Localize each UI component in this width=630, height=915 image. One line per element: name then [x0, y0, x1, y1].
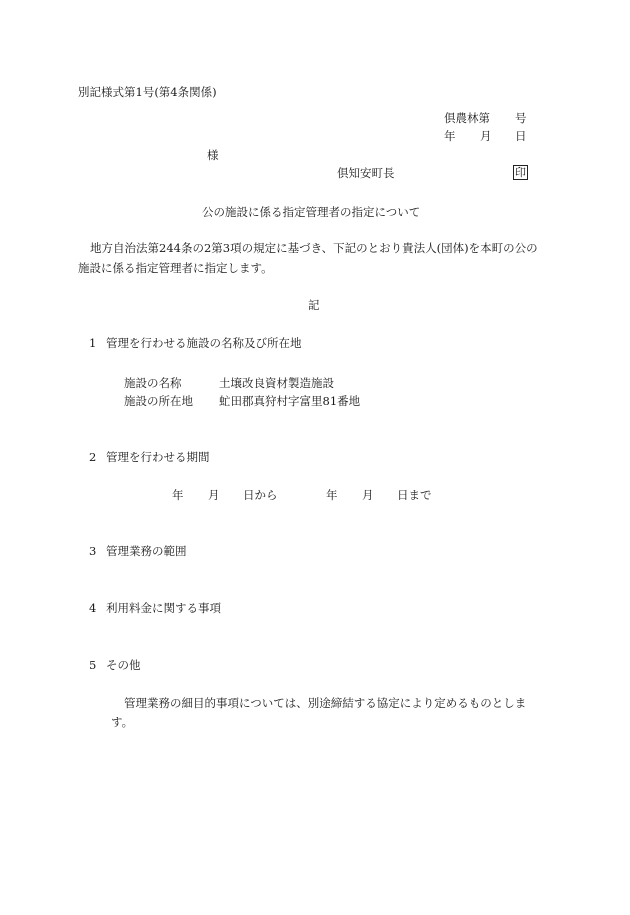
section-4-heading: 利用料金に関する事項: [106, 601, 221, 615]
facility-name-value: 土壌改良資材製造施設: [219, 376, 334, 390]
document-title: 公の施設に係る指定管理者の指定について: [202, 205, 421, 219]
doc-number-suffix: 号: [515, 111, 527, 125]
period-day-from: 日から: [243, 488, 278, 502]
section-3-number: 3: [89, 544, 97, 558]
period-year-1: 年: [172, 488, 184, 502]
other-line-2: す。: [111, 715, 134, 729]
section-1-heading: 管理を行わせる施設の名称及び所在地: [106, 336, 302, 350]
facility-location-label: 施設の所在地: [124, 394, 193, 408]
addressee-suffix: 様: [207, 148, 219, 162]
ki-heading: 記: [308, 298, 320, 312]
period-day-to: 日まで: [397, 488, 432, 502]
date-year: 年: [444, 129, 456, 143]
facility-location-value: 虻田郡真狩村字富里81番地: [219, 394, 361, 408]
date-month: 月: [480, 129, 492, 143]
section-5-number: 5: [89, 658, 97, 672]
other-line-1: 管理業務の細目的事項については、別途締結する協定により定めるものとしま: [124, 696, 527, 710]
body-line-1: 地方自治法第244条の2第3項の規定に基づき、下記のとおり貴法人(団体)を本町の公の: [90, 241, 538, 255]
form-label: 別記様式第1号(第4条関係): [78, 85, 217, 99]
section-2-number: 2: [89, 450, 97, 464]
period-month-1: 月: [208, 488, 220, 502]
section-3-heading: 管理業務の範囲: [106, 544, 187, 558]
period-year-2: 年: [326, 488, 338, 502]
issuer-name: 倶知安町長: [337, 166, 395, 180]
date-day: 日: [515, 129, 527, 143]
facility-name-label: 施設の名称: [124, 376, 182, 390]
section-1-number: 1: [89, 336, 97, 350]
section-5-heading: その他: [106, 658, 141, 672]
section-2-heading: 管理を行わせる期間: [106, 450, 210, 464]
body-line-2: 施設に係る指定管理者に指定します。: [78, 261, 273, 275]
period-month-2: 月: [362, 488, 374, 502]
doc-number-prefix: 倶農林第: [444, 111, 490, 125]
section-4-number: 4: [89, 601, 97, 615]
seal-mark: 印: [515, 166, 526, 179]
